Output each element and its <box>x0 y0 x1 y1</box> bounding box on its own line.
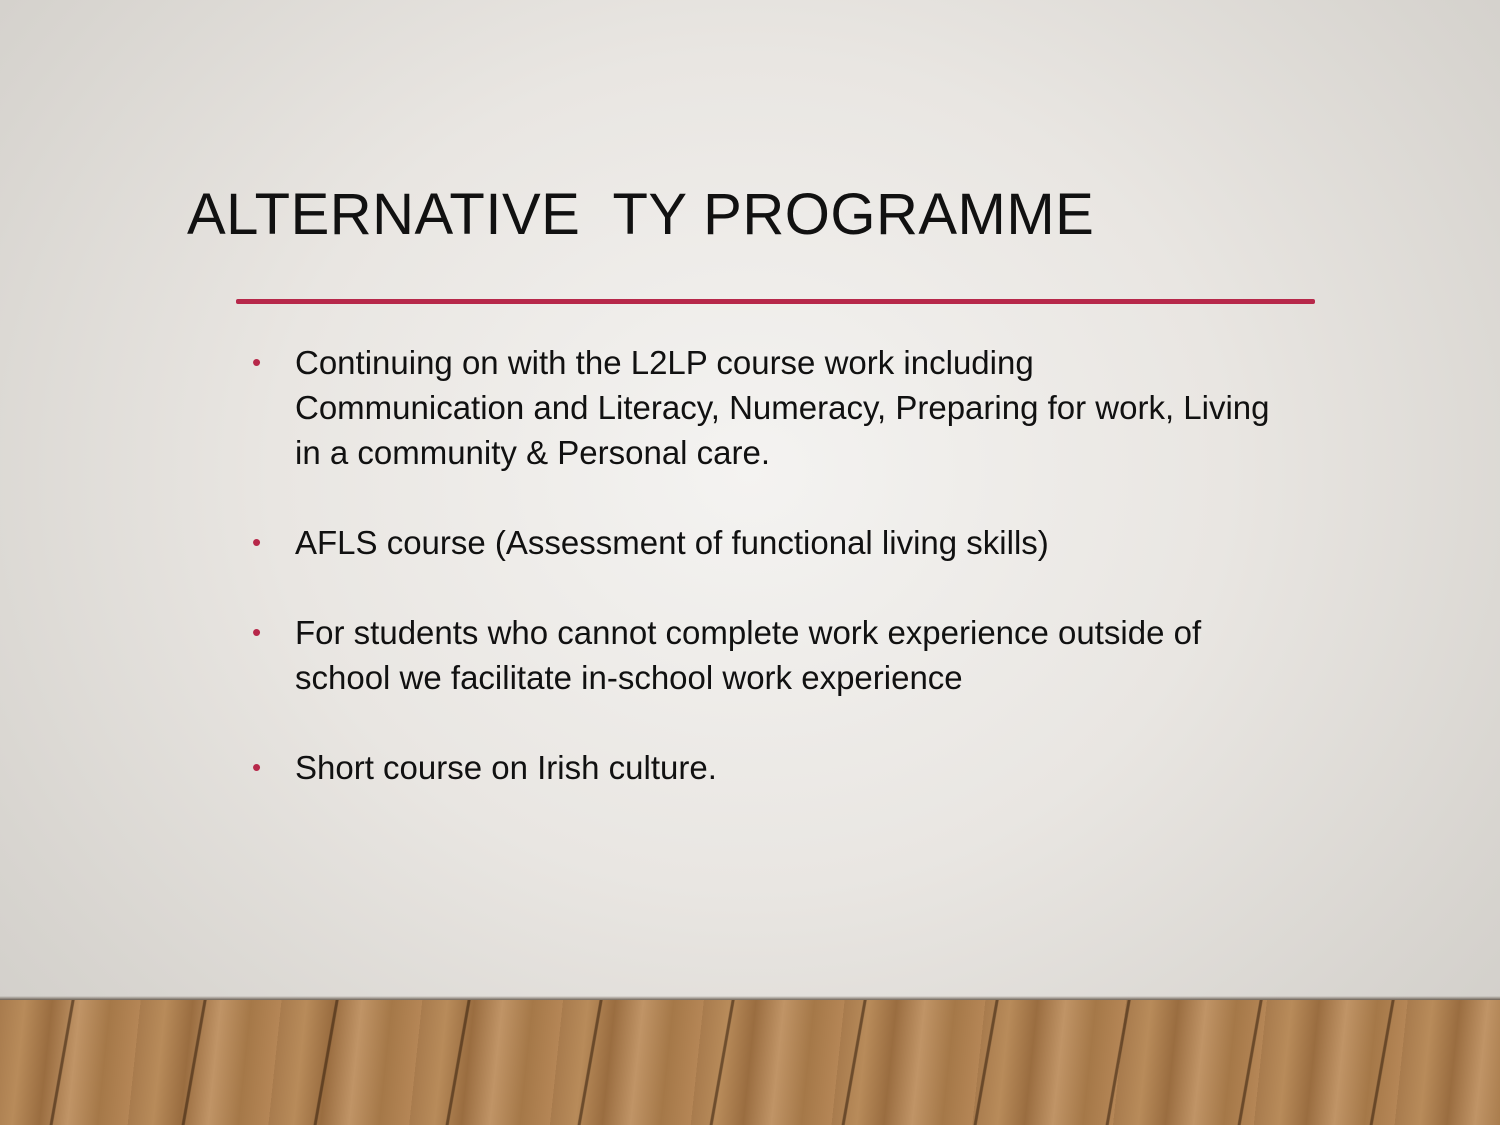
bullet-dot-icon: • <box>252 617 262 647</box>
bullet-text: Continuing on with the L2LP course work including Communication and Literacy, Numeracy, Preparing for work, Living in a community & Personal care. <box>295 344 1270 471</box>
wood-floor-image <box>0 1000 1500 1125</box>
bullet-text: AFLS course (Assessment of functional living skills) <box>295 524 1049 561</box>
bullet-dot-icon: • <box>252 347 262 377</box>
bullet-item <box>250 610 1270 700</box>
bullet-dot-icon: • <box>252 752 262 782</box>
bullet-dot-icon: • <box>252 527 262 557</box>
bullet-list <box>250 340 1270 835</box>
bullet-item <box>250 745 1270 790</box>
bullet-item <box>250 340 1270 475</box>
bullet-text: For students who cannot complete work experience outside of school we facilitate in-school work experience <box>295 614 1202 696</box>
slide-title: ALTERNATIVE TY PROGRAMME <box>187 182 1095 247</box>
bullet-item <box>250 520 1270 565</box>
bullet-text: Short course on Irish culture. <box>295 749 717 786</box>
title-underline <box>236 299 1315 304</box>
